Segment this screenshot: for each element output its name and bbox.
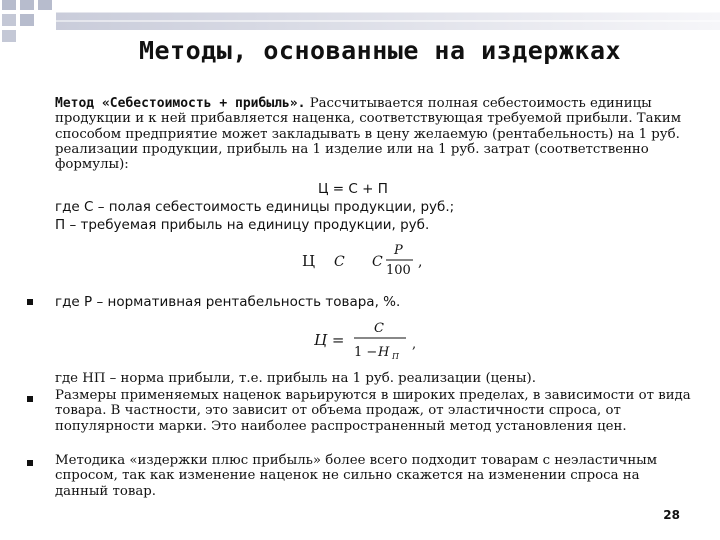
formula-price-sum: Ц = С + П — [318, 181, 388, 197]
bullet-marker — [27, 299, 33, 305]
formula-3-h: Н — [378, 345, 390, 360]
formula-3-lhs: Ц = — [314, 331, 345, 349]
formula-2-lhs: Ц — [302, 252, 316, 270]
formula-2-c1: С — [334, 254, 345, 270]
formula-2-denominator: 100 — [386, 263, 411, 278]
formula-3-comma: , — [412, 337, 417, 352]
formula-3-one-minus: 1 − — [354, 345, 378, 360]
formula-profitability — [300, 238, 440, 278]
formula-3-numerator: С — [374, 321, 384, 336]
bullet-marker — [27, 460, 33, 466]
cost-plus-paragraph: Методика «издержки плюс прибыль» более всего подходит товарам с неэластичным спросом, так как изменение наценок не сильно скажется на изменении спроса на данный товар. — [55, 453, 658, 499]
formula-2-comma: , — [418, 254, 423, 270]
method-name: Метод «Себестоимость + прибыль». — [55, 96, 306, 111]
definition-cost: где С – полая себестоимость единицы продукции, руб.; — [55, 199, 455, 215]
formula-3-subscript: П — [392, 352, 399, 361]
formula-profit-norm — [310, 318, 430, 364]
definition-profit-norm: где НП – норма прибыли, т.е. прибыль на 1 руб. реализации (цены). — [55, 371, 536, 386]
slide-title: Методы, основанные на издержках — [138, 36, 622, 65]
definition-profit: П – требуемая прибыль на единицу продукции, руб. — [55, 217, 430, 233]
page-number: 28 — [663, 508, 680, 522]
method-paragraph — [55, 96, 695, 172]
method-description: Рассчитывается полная себестоимость единицы продукции и к ней прибавляется наценка, соответствующая требуемой прибыли. Таким способом предприятие может закладывать в цену желаемую (рентабельность) на 1 руб. реализации продукции, прибыль на 1 изделие или на 1 руб. затрат (соответственно формулы): — [55, 96, 682, 173]
markup-paragraph: Размеры применяемых наценок варьируются в широких пределах, в зависимости от вида товара. В частности, это зависит от объема продаж, от эластичности спроса, от популярности марки. Это наиболее распространенный метод установления цен. — [55, 388, 691, 434]
formula-2-numerator: P — [394, 243, 403, 258]
definition-rate: где Р – нормативная рентабельность товара, %. — [55, 294, 401, 310]
formula-2-c2: С — [372, 254, 383, 270]
bullet-marker — [27, 396, 33, 402]
